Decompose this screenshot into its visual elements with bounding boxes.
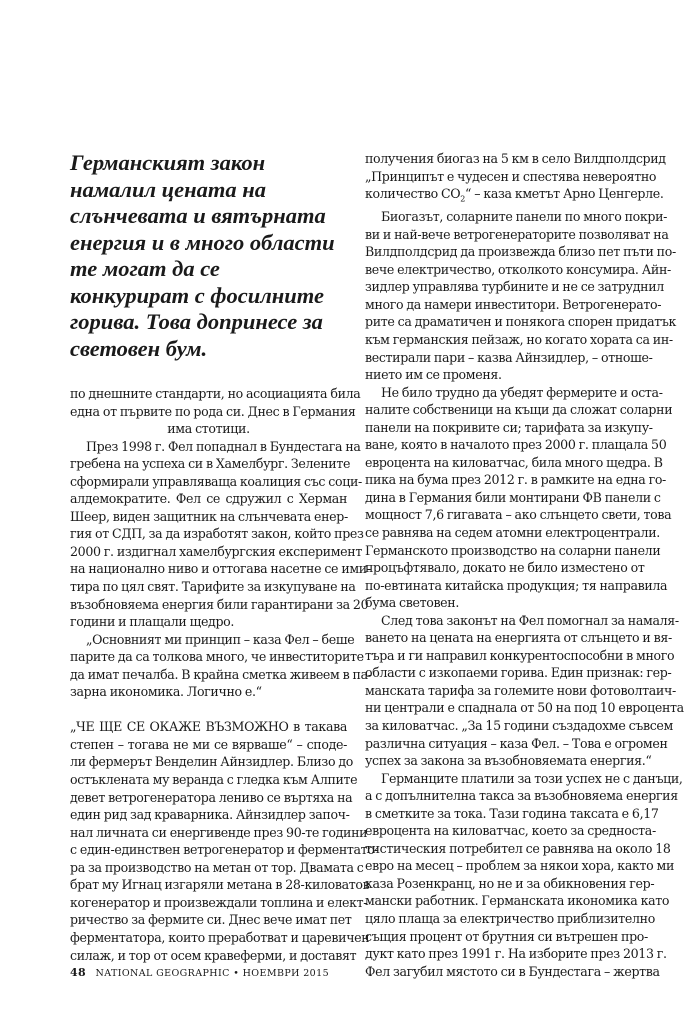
text-line: тистическия потребител се равнява на около 18 [365,840,671,856]
text-line: един рид зад краварника. Айнзидлер започ- [70,807,350,823]
text-line: за киловатчас. „За 15 години създадохме съвсем [365,718,673,734]
text-line: девет ветрогенератора лениво се въртяха на [70,789,353,805]
text-line: зарна икономика. Логично е.“ [70,684,262,700]
text-line: ра за производство на метан от тор. Двамата с [70,859,364,875]
text-line: към германския пейзаж, но когато хората са ин- [365,331,673,347]
text-line: нал личната си енергивенде през 90-те години [70,824,368,840]
text-line: Шеер, виден защитник на слънчевата енер- [70,508,348,524]
paragraph [365,612,684,770]
article-column-right [365,150,684,980]
text-line: с един-единствен ветрогенератор и ферментато- [70,842,379,858]
page-footer [70,966,329,979]
text-line: много да намери инвеститори. Ветрогенерато- [365,296,662,312]
pull-quote-line: горива. Това допринесе за [70,309,323,334]
text-line: по-евтината китайска продукция; тя направила [365,577,668,593]
text-line: да имат печалба. В крайна сметка живеем в па- [70,666,372,682]
text-line: вестирали пари – казва Айнзидлер, – отноше- [365,349,653,365]
paragraph [70,718,379,964]
text-line: Биогазът, соларните панели по много покри- [381,209,668,225]
text-line: нието им се променя. [365,367,502,383]
text-line: дукт като през 1991 г. На изборите през 2013 г. [365,946,667,962]
text-line: евроцента на киловатчас, била много щедра. В [365,454,663,470]
text-line: остъклената му веранда с гледка към Алпите [70,772,358,788]
text-line: търа и ги направил конкурентоспособни в много [365,647,675,663]
text-line: се равнява на седем атомни електроцентрали. [365,525,660,540]
text-line: налите собственици на къщи да сложат соларни [365,402,673,418]
pull-quote-line: конкурират с фосилните [70,282,324,308]
text-line: 2000 г. издигнал хамелбургския експеримент [70,543,362,559]
text-line: сформирали управляваща коалиция със соци- [70,473,362,489]
text-line: вече електричество, отколкото консумира. Айн- [365,261,671,277]
text-line: области с изкопаеми горива. Един признак: гер- [365,665,672,681]
text-line: гия от СДП, за да изработят закон, който през [70,526,364,542]
text-line: Вилдполдсрид да произвежда близо пет пъти по- [365,244,676,260]
text-line: различна ситуация – каза Фел. – Това е огромен [365,735,668,751]
paragraph [70,631,372,701]
text-line: ни централи е спаднала от 50 на под 10 евроцента [365,700,684,716]
text-line: на национално ниво и оттогава насетне се ими- [70,561,371,577]
text-line: „Принципът е чудесен и спестява невероятно [365,168,657,184]
paragraph [365,770,683,981]
text-line: мощност 7,6 гигавата – ако слънцето свети, това [365,507,672,523]
page-number: 48 [70,966,87,979]
text-line: процъфтявало, докато не било изместено от [365,560,645,576]
text-line: ли фермерът Венделин Айнзидлер. Близо до [70,754,353,770]
paragraph [70,438,371,631]
text-line: „Основният ми принцип – каза Фел – беше [86,631,355,647]
text-line: по днешните стандарти, но асоциацията била [70,386,361,401]
text-line: тира по цял свят. Тарифите за изкупуване на [70,579,356,595]
text-line: ването на цената на енергията от слънцето и вя- [365,630,672,646]
text-line: една от първите по рода си. Днес в Германия [70,403,356,419]
text-line: има стотици. [167,421,250,437]
text-line: възобновяема енергия били гарантирани за 20 [70,596,369,612]
text-line: ви и най-вече ветрогенераторите позволяват на [365,226,669,242]
text-line: ване, която в началото през 2000 г. плащала 50 [365,437,667,453]
text-line: години и плащали щедро. [70,614,235,630]
pull-quote-line: Германският закон [70,150,266,175]
text-line: рите са драматичен и понякога спорен придатък [365,314,677,330]
text-line: дина в Германия били монтирани ФВ панели с [365,489,661,505]
text-line: „ЧЕ ЩЕ СЕ ОКАЖЕ ВЪЗМОЖНО в такава [70,719,347,735]
paragraph [70,385,361,438]
footer-publication: NATIONAL GEOGRAPHIC • НОЕМВРИ 2015 [95,968,330,979]
text-line: парите да са толкова много, че инвеститорите [70,649,364,665]
paragraph [365,384,673,612]
text-line: След това законът на Фел помогнал за намаля- [381,612,679,628]
section-break [70,701,347,719]
pull-quote [70,150,360,362]
text-line: бума световен. [365,595,459,611]
text-line: получения биогаз на 5 км в село Вилдполдсрид [365,151,666,166]
pull-quote-line: намалил цената на [70,176,266,202]
paragraph [365,208,677,383]
text-line: мански работник. Германската икономика като [365,893,670,909]
text-line: Германците платили за този успех не с данъци, [381,770,683,786]
text-line: През 1998 г. Фел попаднал в Бундестага на [86,438,361,454]
paragraph [365,150,666,208]
text-line: ричество за фермите си. Днес вече имат пет [70,912,352,928]
text-line: Не било трудно да убедят фермерите и оста- [381,384,663,400]
text-line: Фел загубил мястото си в Бундестага – жертва [365,963,660,979]
text-line: евро на месец – проблем за някои хора, както ми [365,858,674,874]
text-line: степен – тогава не ми се вярваше“ – споде- [70,736,347,752]
text-line: алдемократите. Фел се сдружил с Херман [70,491,347,507]
text-line: а с допълнителна такса за възобновяема енергия [365,788,678,804]
text-line: същия процент от брутния си вътрешен про- [365,928,648,944]
text-line: зидлер управлява турбините и не се затруднил [365,279,664,295]
article-column-left [70,385,379,964]
text-line: манската тарифа за големите нови фотоволтаич- [365,682,676,698]
text-line: каза Розенкранц, но не и за обикновения гер- [365,875,655,891]
text-line: евроцента на киловатчас, което за средноста- [365,823,656,839]
text-line: когенератор и произвеждали топлина и елект- [70,894,368,910]
text-line: Германското производство на соларни панели [365,542,661,558]
text-line: количество $CO_2“$ – каза кметът Арно Ценгерле. [365,186,664,204]
pull-quote-line: те могат да се [70,256,220,281]
pull-quote-line: световен бум. [70,335,208,361]
text-line: пика на бума през 2012 г. в рамките на една го- [365,472,666,488]
text-line: цяло плаща за електричество приблизително [365,911,655,927]
pull-quote-line: слънчевата и вятърната [70,203,326,228]
text-line: брат му Игнац изгаряли метана в 28-киловатов [70,877,370,893]
text-line: силаж, и тор от осем кравеферми, и доставят [70,947,357,963]
text-line: панели на покривите си; тарифата за изкупу- [365,419,653,435]
text-line: ферментатора, които преработват и царевичен [70,929,370,945]
pull-quote-line: енергия и в много области [70,229,335,255]
text-line: гребена на успеха си в Хамелбург. Зелените [70,456,351,472]
text-line: в сметките за тока. Тази година таксата е 6,17 [365,805,659,821]
text-line: успех за закона за възобновяемата енергия.“ [365,753,652,769]
